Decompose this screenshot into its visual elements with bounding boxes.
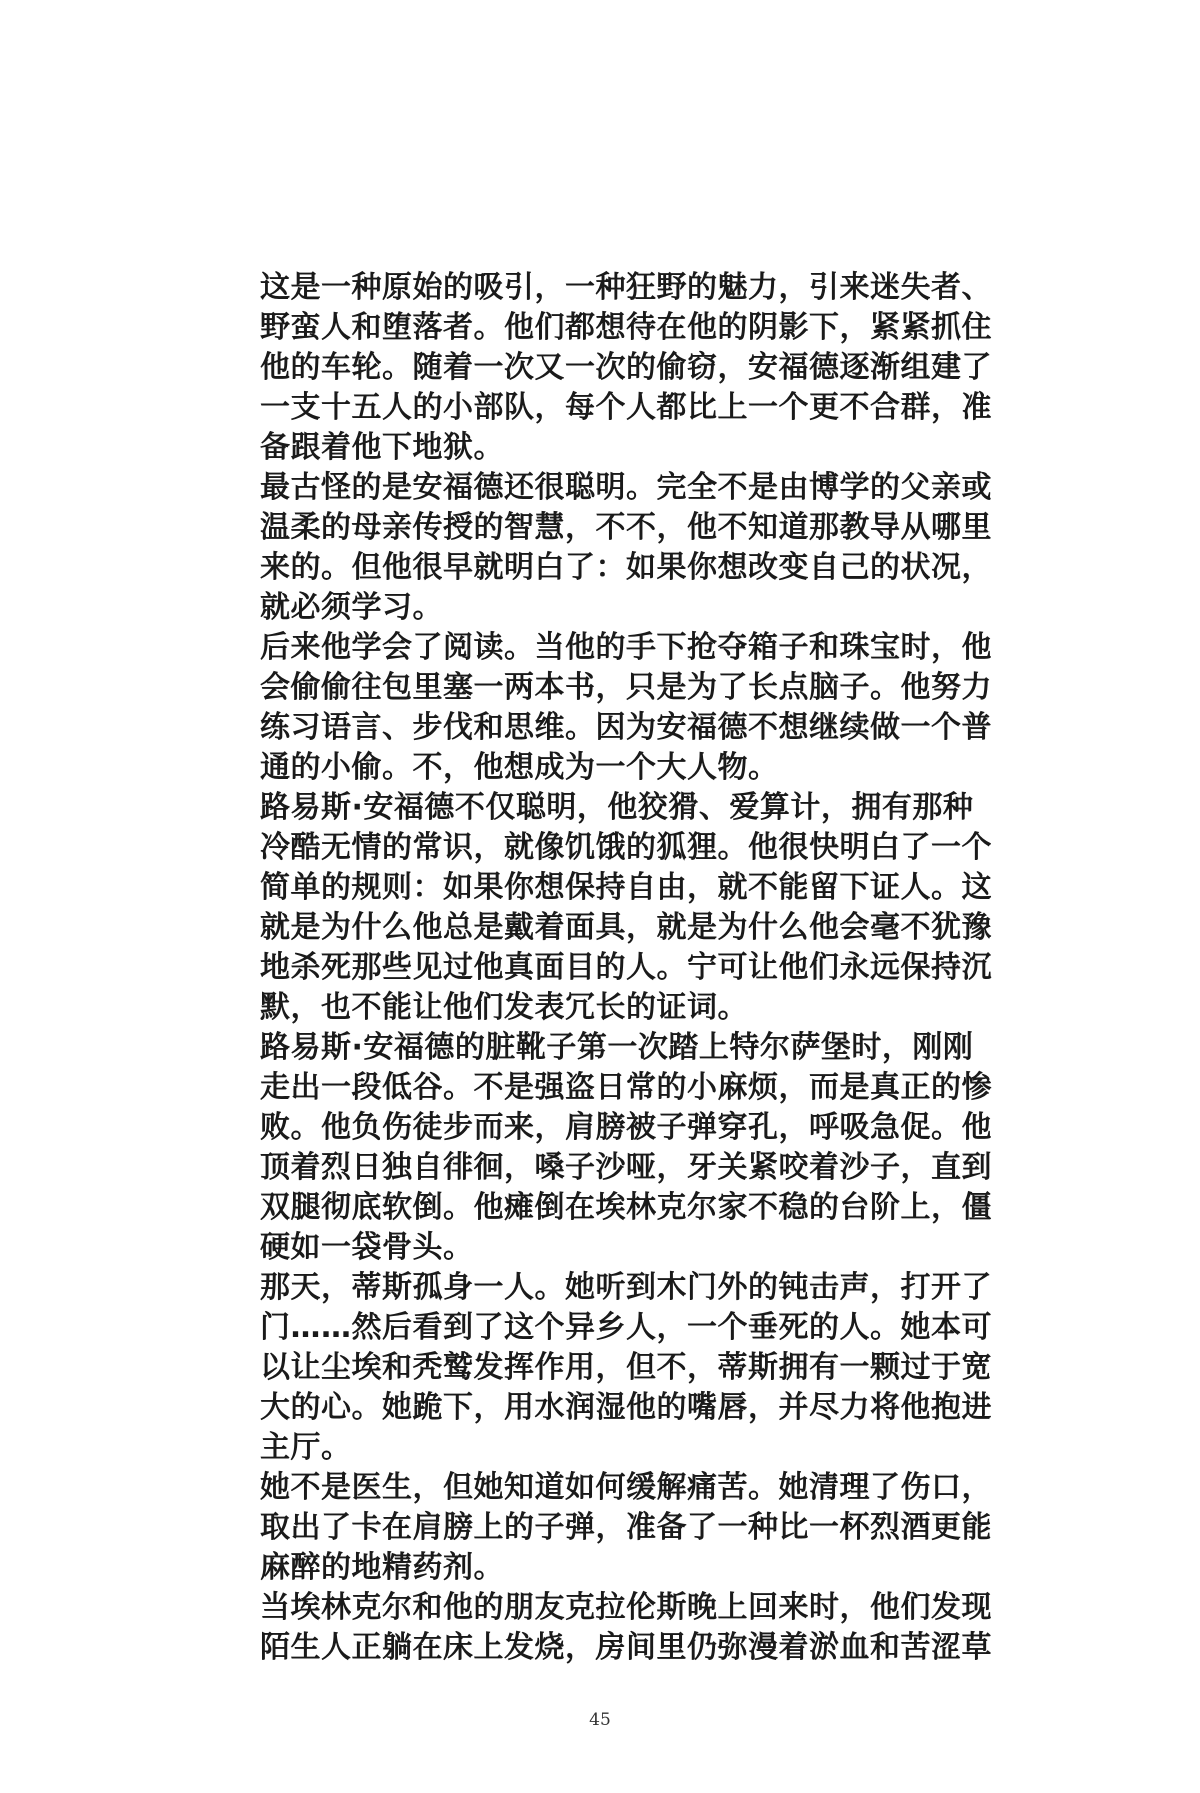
paragraph: [260, 1268, 992, 1468]
paragraph: [260, 268, 992, 468]
text-line: 最古怪的是安福德还很聪明。完全不是由博学的父亲或: [260, 470, 992, 505]
text-line: 路易斯·安福德的脏靴子第一次踏上特尔萨堡时，刚刚: [260, 1030, 974, 1065]
paragraph: [260, 788, 992, 1028]
text-line: 陌生人正躺在床上发烧，房间里仍弥漫着淤血和苦涩草: [260, 1630, 992, 1665]
text-line: 野蛮人和堕落者。他们都想待在他的阴影下，紧紧抓住: [260, 310, 992, 345]
text-line: 主厅。: [260, 1430, 352, 1465]
paragraph: [260, 1588, 992, 1668]
text-line: 那天，蒂斯孤身一人。她听到木门外的钝击声，打开了: [260, 1270, 992, 1305]
text-line: 冷酷无情的常识，就像饥饿的狐狸。他很快明白了一个: [260, 830, 992, 865]
text-line: 会偷偷往包里塞一两本书，只是为了长点脑子。他努力: [260, 670, 992, 705]
text-line: 备跟着他下地狱。: [260, 430, 504, 465]
paragraph: [260, 468, 992, 628]
text-line: 败。他负伤徒步而来，肩膀被子弹穿孔，呼吸急促。他: [260, 1110, 992, 1145]
paragraph: [260, 628, 992, 788]
text-line: 一支十五人的小部队，每个人都比上一个更不合群，准: [260, 390, 992, 425]
text-line: 双腿彻底软倒。他瘫倒在埃林克尔家不稳的台阶上，僵: [260, 1190, 992, 1225]
text-line: 这是一种原始的吸引，一种狂野的魅力，引来迷失者、: [260, 270, 992, 305]
text-line: 她不是医生，但她知道如何缓解痛苦。她清理了伤口，: [260, 1470, 992, 1505]
text-line: 大的心。她跪下，用水润湿他的嘴唇，并尽力将他抱进: [260, 1390, 992, 1425]
text-line: 默，也不能让他们发表冗长的证词。: [260, 990, 748, 1025]
text-line: 温柔的母亲传授的智慧，不不，他不知道那教导从哪里: [260, 510, 992, 545]
text-line: 就必须学习。: [260, 590, 443, 625]
text-line: 路易斯·安福德不仅聪明，他狡猾、爱算计，拥有那种: [260, 790, 974, 825]
text-line: 就是为什么他总是戴着面具，就是为什么他会毫不犹豫: [260, 910, 992, 945]
text-line: 来的。但他很早就明白了：如果你想改变自己的状况，: [260, 550, 992, 585]
paragraph: [260, 1468, 992, 1588]
text-line: 他的车轮。随着一次又一次的偷窃，安福德逐渐组建了: [260, 350, 992, 385]
text-line: 硬如一袋骨头。: [260, 1230, 474, 1265]
paragraph: [260, 1028, 992, 1268]
text-line: 麻醉的地精药剂。: [260, 1550, 504, 1585]
text-line: 取出了卡在肩膀上的子弹，准备了一种比一杯烈酒更能: [260, 1510, 992, 1545]
text-line: 顶着烈日独自徘徊，嗓子沙哑，牙关紧咬着沙子，直到: [260, 1150, 992, 1185]
text-line: 地杀死那些见过他真面目的人。宁可让他们永远保持沉: [260, 950, 992, 985]
text-line: 后来他学会了阅读。当他的手下抢夺箱子和珠宝时，他: [260, 630, 992, 665]
text-line: 练习语言、步伐和思维。因为安福德不想继续做一个普: [260, 710, 992, 745]
text-line: 当埃林克尔和他的朋友克拉伦斯晚上回来时，他们发现: [260, 1590, 992, 1625]
text-line: 走出一段低谷。不是强盗日常的小麻烦，而是真正的惨: [260, 1070, 992, 1105]
page-number: 45: [589, 1710, 611, 1730]
text-line: 简单的规则：如果你想保持自由，就不能留下证人。这: [260, 870, 992, 905]
text-line: 通的小偷。不，他想成为一个大人物。: [260, 750, 779, 785]
body-text: [260, 268, 992, 1668]
text-line: 以让尘埃和秃鹫发挥作用，但不，蒂斯拥有一颗过于宽: [260, 1350, 992, 1385]
text-line: 门……然后看到了这个异乡人，一个垂死的人。她本可: [260, 1310, 992, 1345]
